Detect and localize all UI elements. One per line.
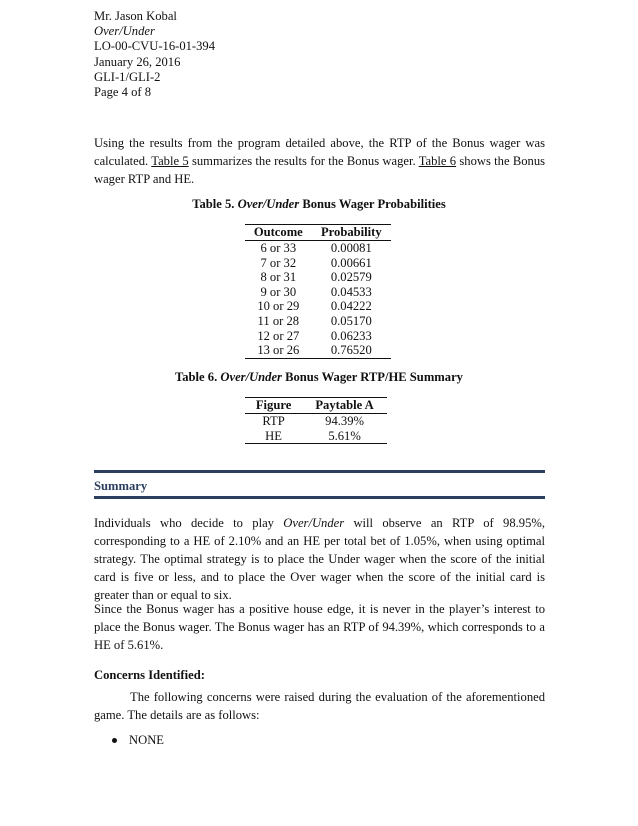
table-row — [245, 343, 391, 358]
probability-cell: 0.00661 — [330, 255, 372, 270]
outcome-cell: 11 or 28 — [257, 313, 300, 328]
table-row — [245, 329, 391, 344]
summary-text-a: Individuals who decide to play — [94, 516, 284, 530]
probability-cell: 0.02579 — [330, 270, 372, 285]
section-rule-top — [94, 470, 545, 473]
figure-cell: HE — [265, 428, 282, 443]
intro-paragraph — [94, 134, 545, 188]
table-row — [245, 256, 391, 271]
standards: GLI-1/GLI-2 — [94, 69, 161, 84]
table-5-link[interactable]: Table 5 — [151, 154, 189, 168]
page-number: Page 4 of 8 — [94, 85, 152, 100]
bullet-icon — [112, 738, 117, 743]
column-header: Outcome — [245, 225, 312, 241]
outcome-cell: 9 or 30 — [260, 284, 297, 299]
intro-text-3: shows the Bonus wager RTP and HE. — [94, 154, 546, 186]
figure-cell: RTP — [262, 414, 285, 428]
probability-cell: 0.76520 — [330, 343, 372, 358]
intro-text-1: Using the results from the program detailed above, the RTP of the Bonus wager was calculated. — [94, 136, 545, 168]
caption-suffix: Bonus Wager RTP/HE Summary — [281, 370, 463, 384]
value-cell: 5.61% — [328, 428, 361, 443]
table-6-caption — [0, 370, 638, 385]
outcome-cell: 8 or 31 — [260, 270, 297, 285]
table-row — [245, 270, 391, 285]
probability-cell: 0.04222 — [330, 299, 372, 314]
table-row — [245, 285, 391, 300]
probability-cell: 0.05170 — [330, 313, 372, 328]
table-row — [245, 429, 387, 444]
concern-list-item — [112, 733, 164, 748]
concerns-paragraph: The following concerns were raised during the evaluation of the aforementioned game. The details are as follows: — [94, 690, 545, 722]
outcome-cell: 7 or 32 — [260, 255, 297, 270]
table-row — [245, 314, 391, 329]
outcome-cell: 13 or 26 — [257, 343, 300, 358]
table-5-caption — [0, 197, 638, 212]
summary-paragraph-2: Since the Bonus wager has a positive house edge, it is never in the player’s interest to place the Bonus wager. The Bonus wager has an RTP of 94.39%, which corresponds to a HE of 5.61%. — [94, 602, 545, 652]
caption-prefix: Table 5. — [192, 197, 238, 211]
value-cell: 94.39% — [325, 414, 364, 428]
caption-game: Over/Under — [220, 370, 282, 384]
outcome-cell: 12 or 27 — [257, 328, 300, 343]
table-6 — [245, 397, 387, 444]
summary-text-b: will observe an RTP of 98.95%, corresponding to a HE of 2.10% and an HE per total bet of 1.05%, when using optimal strategy. The optimal strategy is to place the Under wager when the score of the initial card is five or less, and to place the Over wager when the score of the initial card is greater than or equal to six. — [94, 516, 546, 602]
outcome-cell: 10 or 29 — [257, 299, 300, 314]
column-header: Figure — [245, 398, 302, 414]
outcome-cell: 6 or 33 — [260, 241, 297, 255]
caption-suffix: Bonus Wager Probabilities — [299, 197, 446, 211]
letter-date: January 26, 2016 — [94, 54, 181, 69]
caption-prefix: Table 6. — [175, 370, 221, 384]
caption-game: Over/Under — [237, 197, 300, 211]
reference-number: LO-00-CVU-16-01-394 — [94, 39, 216, 54]
column-header: Paytable A — [302, 398, 387, 414]
game-name: Over/Under — [94, 24, 155, 39]
summary-heading: Summary — [94, 479, 148, 493]
table-row — [245, 299, 391, 314]
concern-item-text: NONE — [129, 733, 164, 747]
section-rule-bottom — [94, 496, 545, 499]
concerns-heading: Concerns Identified: — [94, 668, 205, 682]
column-header: Probability — [312, 225, 391, 241]
table-row — [245, 414, 387, 429]
summary-paragraph-1 — [94, 514, 545, 604]
recipient-name: Mr. Jason Kobal — [94, 9, 177, 23]
letter-header — [94, 9, 215, 100]
probability-cell: 0.06233 — [330, 328, 372, 343]
intro-text-2: summarizes the results for the Bonus wager. — [188, 154, 419, 168]
table-5 — [245, 224, 391, 359]
table-row — [245, 241, 391, 256]
table-6-link[interactable]: Table 6 — [418, 154, 457, 168]
probability-cell: 0.00081 — [330, 241, 372, 255]
probability-cell: 0.04533 — [330, 284, 372, 299]
summary-game: Over/Under — [283, 516, 345, 530]
